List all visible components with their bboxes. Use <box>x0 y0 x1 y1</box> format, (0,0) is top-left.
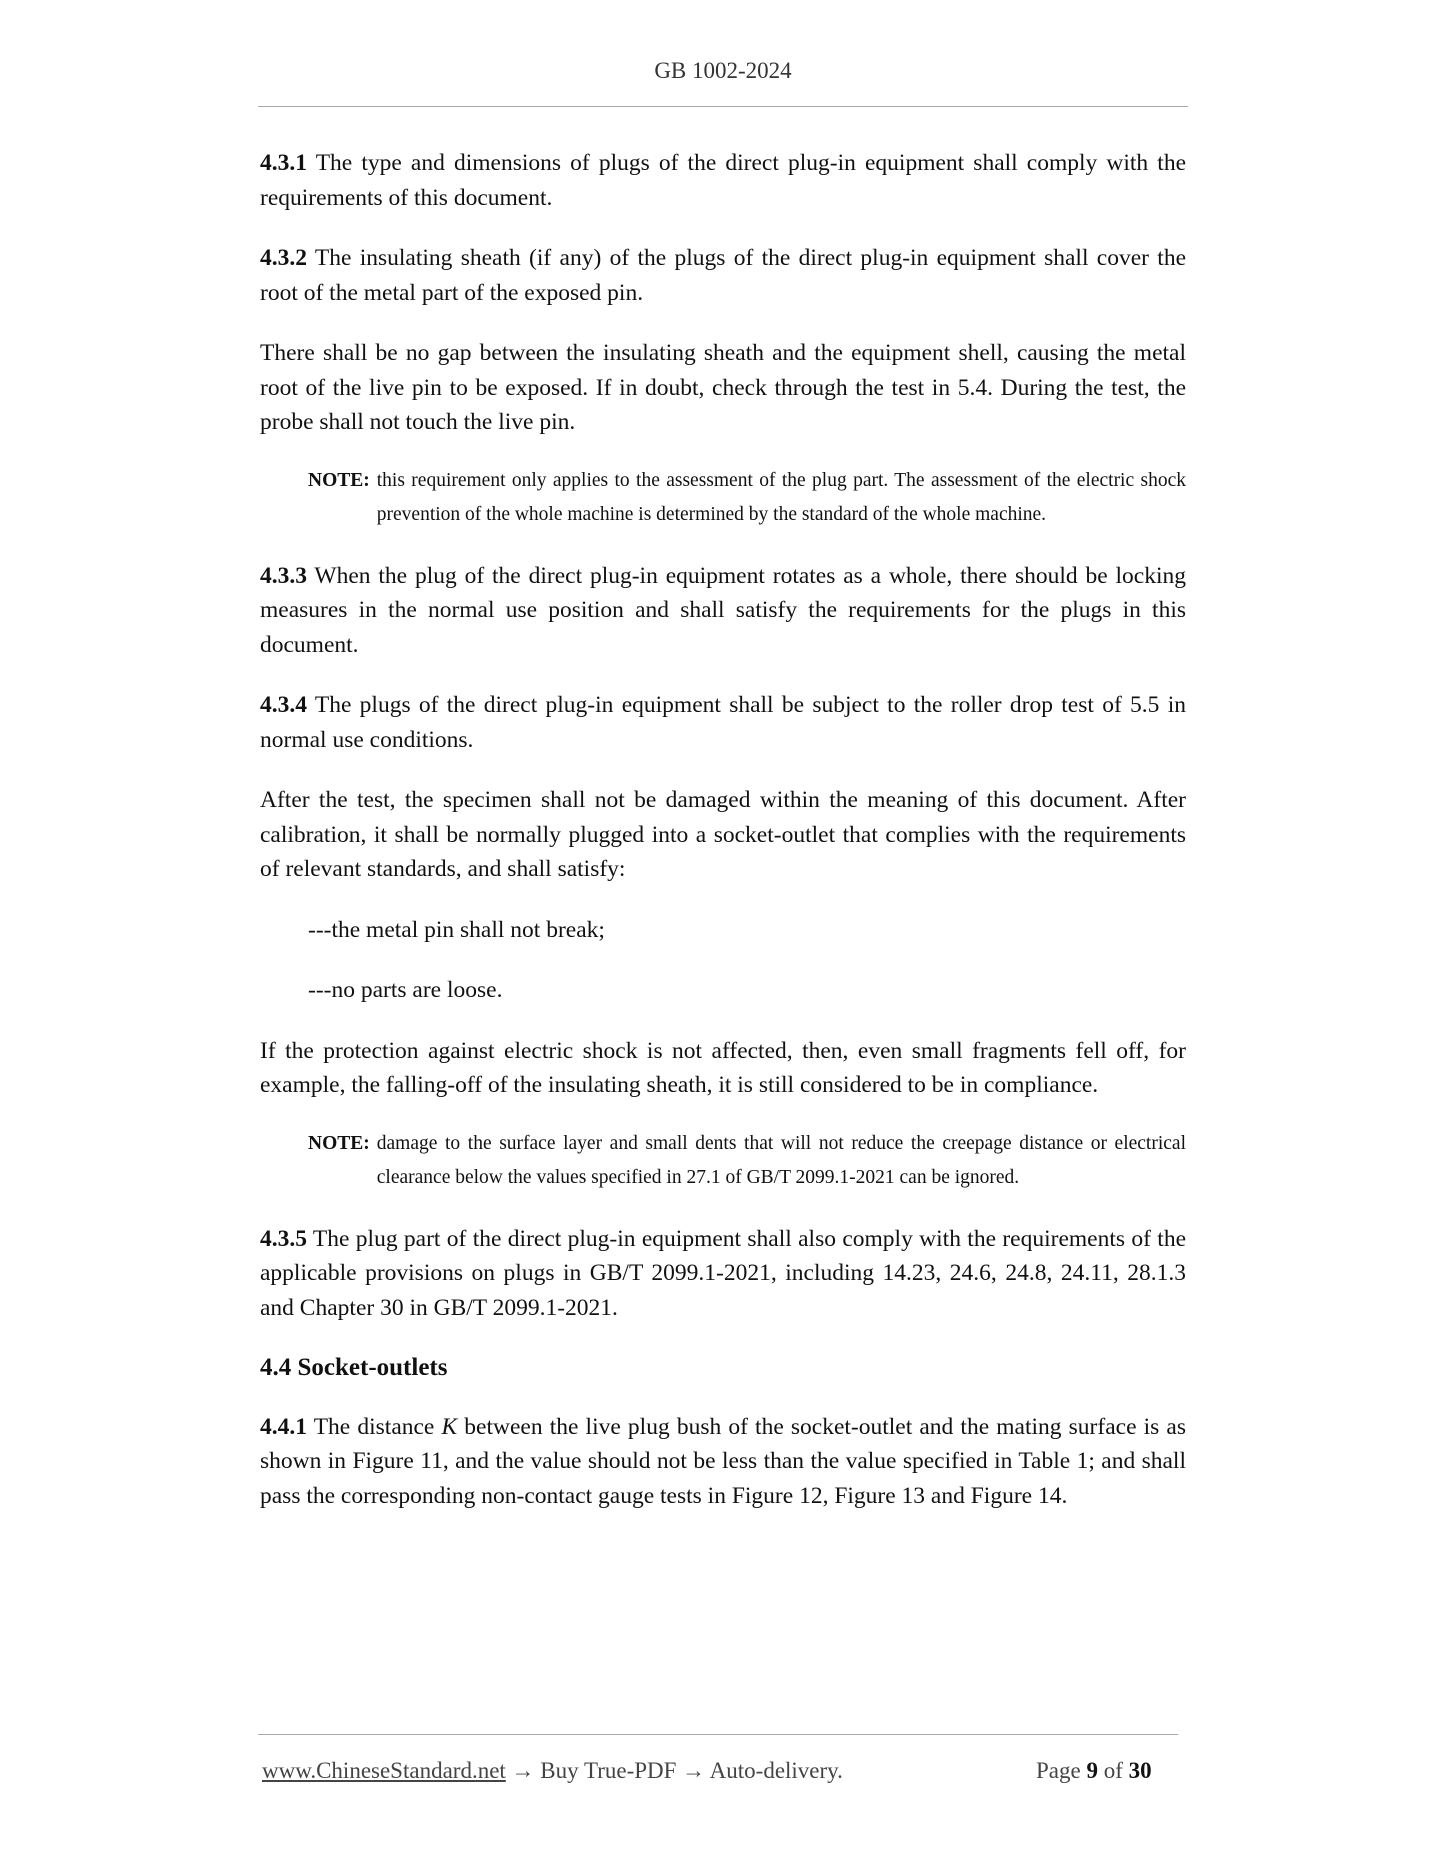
note-label: NOTE: <box>308 469 370 491</box>
clause-4-3-2 <box>260 241 1186 310</box>
clause-number: 4.3.3 <box>260 562 307 589</box>
clause-number: 4.3.1 <box>260 150 307 176</box>
page-of: of <box>1097 1758 1129 1783</box>
list-item-pin: ---the metal pin shall not break; <box>308 916 605 943</box>
website-link[interactable]: www.ChineseStandard.net <box>262 1758 506 1783</box>
clause-number: 4.4.1 <box>260 1413 307 1440</box>
clause-number: 4.3.4 <box>260 692 307 718</box>
clause-text: When the plug of the direct plug-in equipment rotates as a whole, there should be locking measures in the normal use position and shall satisfy the requirements for the plugs in this document. <box>260 562 1186 658</box>
clause-number: 4.3.5 <box>260 1225 307 1252</box>
section-heading-socket-outlets: 4.4 Socket-outlets <box>260 1354 448 1381</box>
clause-4-3-4 <box>260 688 1186 757</box>
paragraph-gap-requirement: There shall be no gap between the insulating sheath and the equipment shell, causing the metal root of the live pin to be exposed. If in doubt, check through the test in 5.4. During the test, the probe shall not touch the live pin. <box>260 340 1186 435</box>
document-body <box>260 146 1186 1539</box>
clause-text: The insulating sheath (if any) of the plugs of the direct plug-in equipment shall cover the root of the metal part of the exposed pin. <box>260 245 1186 306</box>
clause-text: The plugs of the direct plug-in equipment shall be subject to the roller drop test of 5.5 in normal use conditions. <box>260 692 1186 753</box>
clause-text: The plug part of the direct plug-in equipment shall also comply with the requirements of the applicable provisions on plugs in GB/T 2099.1-2021, including 14.23, 24.6, 24.8, 24.11, 28.1.3 and Chapter 30 in GB/T 2099.1-2021. <box>260 1225 1186 1321</box>
footer-divider <box>258 1734 1178 1735</box>
header-divider <box>258 106 1188 107</box>
footer-promo <box>262 1758 843 1784</box>
clause-text: The distance <box>307 1413 442 1440</box>
note-plug-assessment <box>308 464 1186 533</box>
clause-4-3-3 <box>260 559 1186 663</box>
clause-text: between the live plug bush of the socket-outlet and the mating surface is as shown in Figure 11, and the value should not be less than the value specified in Table 1; and shall pass the corresponding non-contact gauge tests in Figure 12, Figure 13 and Figure 14. <box>260 1413 1186 1509</box>
list-item-loose: ---no parts are loose. <box>308 977 503 1003</box>
clause-4-3-5 <box>260 1222 1186 1326</box>
paragraph-after-test: After the test, the specimen shall not be damaged within the meaning of this document. After calibration, it shall be normally plugged into a socket-outlet that complies with the requirements of relevant standards, and shall satisfy: <box>260 787 1186 882</box>
promo-text: → Buy True-PDF → Auto-delivery. <box>505 1758 843 1783</box>
note-text: damage to the surface layer and small dents that will not reduce the creepage distance or electrical clearance below the values specified in 27.1 of GB/T 2099.1-2021 can be ignored. <box>376 1132 1186 1188</box>
note-label: NOTE: <box>308 1132 370 1154</box>
note-text: this requirement only applies to the assessment of the plug part. The assessment of the electric shock prevention of the whole machine is determined by the standard of the whole machine. <box>376 469 1186 525</box>
page-counter <box>1036 1758 1152 1784</box>
clause-4-3-1 <box>260 146 1186 215</box>
clause-number: 4.3.2 <box>260 245 307 271</box>
clause-4-4-1 <box>260 1410 1186 1514</box>
page-total: 30 <box>1128 1758 1152 1783</box>
page-header-title: GB 1002-2024 <box>654 58 792 83</box>
note-surface-damage <box>308 1127 1186 1196</box>
paragraph-fragments: If the protection against electric shock is not affected, then, even small fragments fell off, for example, the falling-off of the insulating sheath, it is still considered to be in compliance. <box>260 1037 1186 1098</box>
page-label: Page <box>1036 1758 1087 1783</box>
clause-variable: K <box>441 1413 458 1440</box>
page-current: 9 <box>1086 1758 1098 1783</box>
clause-text: The type and dimensions of plugs of the direct plug-in equipment shall comply with the requirements of this document. <box>260 150 1186 211</box>
